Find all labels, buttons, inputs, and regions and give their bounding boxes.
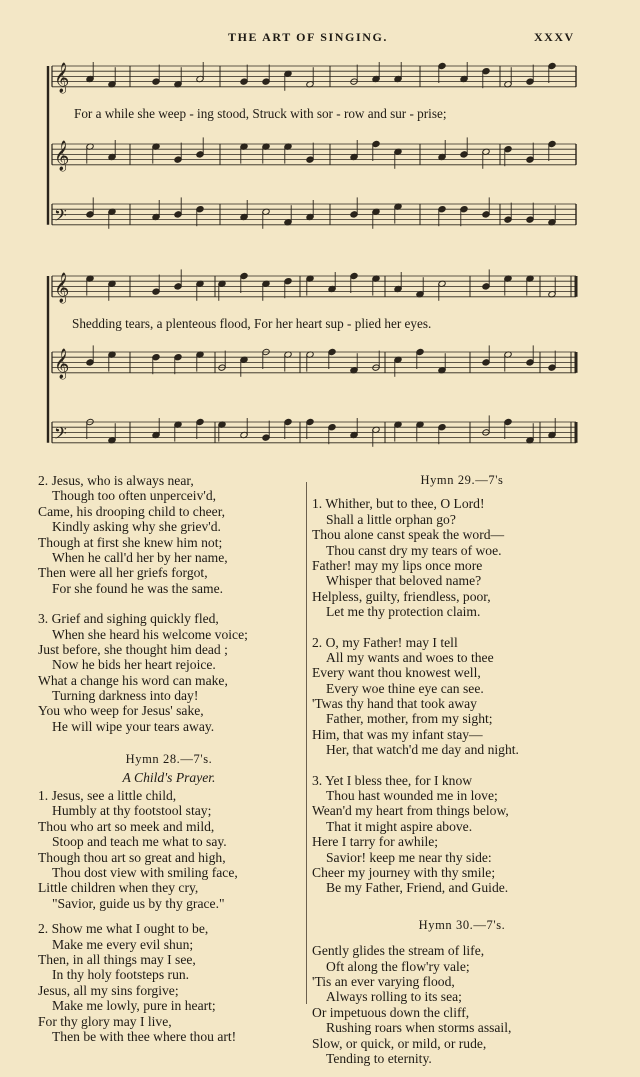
verse-line: 1. Whither, but to thee, O Lord! [312,496,485,512]
lyrics-line-1: For a while she weep - ing stood, Struck with sor - row and sur - prise; [74,106,447,121]
verse-line: 3. Grief and sighing quickly fled, [38,611,219,627]
verse-line: Oft along the flow'ry vale; [326,958,470,974]
column-divider [306,482,307,1004]
hymn-29-verse-3 [312,773,612,896]
verse-line: Every want thou knowest well, [312,665,481,681]
bass-clef-icon: 𝄢 [54,204,67,229]
verse-line: Every woe thine eye can see. [326,680,484,696]
verse-line: For thy glory may I live, [38,1013,172,1029]
verse-line: Though too often unperceiv'd, [52,488,217,504]
verse-line: All my wants and woes to thee [326,649,494,665]
verse-line: Then be with thee where thou art! [52,1028,237,1044]
verse-line: That it might aspire above. [326,818,473,834]
verse-line: Slow, or quick, or mild, or rude, [312,1035,487,1051]
hymn-29-verse-1 [312,496,612,619]
right-column [312,473,612,1066]
lyrics-line-2: Shedding tears, a plenteous flood, For her heart sup - plied her eyes. [72,316,432,331]
verse-line: Thou canst dry my tears of woe. [326,542,502,558]
verse-line: Thou dost view with smiling face, [52,865,238,881]
verse-line: Wean'd my heart from things below, [312,803,509,819]
verse-line: Just before, she thought him dead ; [38,641,228,657]
hymn-29-title: Hymn 29.—7's [420,473,504,487]
verse-line: Him, that was my infant stay— [312,726,483,742]
verse-line: You who weep for Jesus' sake, [38,703,204,719]
verse-line: Thou alone canst speak the word— [312,527,505,543]
verse-line: Turning darkness into day! [52,688,199,704]
hymn-28-subtitle: A Child's Prayer. [122,769,216,785]
running-header-title: THE ART OF SINGING. [228,30,389,44]
verse-line: What a change his word can make, [38,672,228,688]
treble-clef-icon: 𝄞 [54,272,70,303]
verse-line: Whisper that beloved name? [326,573,482,589]
verse-line: Father, mother, from my sight; [326,711,493,727]
verse-line: Little children when they cry, [38,880,199,896]
verse-line: Let me thy protection claim. [326,604,481,620]
verse-3 [38,611,300,734]
verse-line: Though thou art so great and high, [38,849,226,865]
verse-line: 2. O, my Father! may I tell [312,634,458,650]
verse-line: Shall a little orphan go? [326,511,456,527]
bass-clef-icon: 𝄢 [54,422,67,447]
verse-line: Stoop and teach me what to say. [52,834,227,850]
verse-line: Then, in all things may I see, [38,951,196,967]
verse-line: Helpless, guilty, friendless, poor, [312,588,491,604]
verse-line: Be my Father, Friend, and Guide. [326,880,509,896]
verse-line: Father! may my lips once more [312,557,483,573]
verse-line: When she heard his welcome voice; [52,626,248,642]
verse-line: Always rolling to its sea; [326,989,462,1005]
hymn-30-verse-1 [312,943,612,1066]
verse-line: For she found he was the same. [52,580,224,596]
verse-line: Make me lowly, pure in heart; [52,998,216,1014]
verse-line: Or impetuous down the cliff, [312,1004,470,1020]
verse-line: 'Twas thy hand that took away [312,696,477,712]
verse-line: 3. Yet I bless thee, for I know [312,772,473,788]
verse-line: 2. Show me what I ought to be, [38,921,209,937]
hymn-28-verse-1 [38,788,300,911]
verse-line: Though at first she knew him not; [38,534,223,550]
treble-clef-icon: 𝄞 [54,348,70,379]
verse-line: In thy holy footsteps run. [52,967,190,983]
verse-line: Her, that watch'd me day and night. [326,742,519,758]
left-column [38,473,300,1044]
verse-line: "Savior, guide us by thy grace." [52,895,225,911]
verse-line: Kindly asking why she griev'd. [52,519,221,535]
verse-line: Here I tarry for awhile; [312,834,439,850]
verse-2 [38,473,300,596]
verse-line: Gently glides the stream of life, [312,943,485,959]
verse-line: 2. Jesus, who is always near, [38,473,194,488]
verse-line: Thou who art so meek and mild, [38,818,215,834]
verse-line: Humbly at thy footstool stay; [52,803,212,819]
verse-line: 1. Jesus, see a little child, [38,788,177,804]
treble-clef-icon: 𝄞 [54,140,70,171]
verse-line: Thou hast wounded me in love; [326,788,498,804]
verse-line: Make me every evil shun; [52,936,194,952]
verse-line: 'Tis an ever varying flood, [312,973,455,989]
hymn-28-title: Hymn 28.—7's. [125,752,213,767]
verse-line: Rushing roars when storms assail, [326,1020,512,1036]
hymn-29-verse-2 [312,635,612,758]
verse-line: Then were all her griefs forgot, [38,565,208,581]
verse-line: Cheer my journey with thy smile; [312,865,496,880]
verse-line: He will wipe your tears away. [52,718,215,734]
page-number: XXXV [534,30,575,44]
verse-line: Savior! keep me near thy side: [326,849,492,865]
hymn-30-title: Hymn 30.—7's. [418,917,506,932]
treble-clef-icon: 𝄞 [54,62,70,93]
verse-line: Now he bids her heart rejoice. [52,657,216,673]
verse-line: When he call'd her by her name, [52,549,228,565]
verse-line: Jesus, all my sins forgive; [38,982,179,998]
verse-line: Tending to eternity. [326,1050,432,1066]
hymn-28-verse-2 [38,921,300,1044]
verse-line: Came, his drooping child to cheer, [38,503,226,519]
